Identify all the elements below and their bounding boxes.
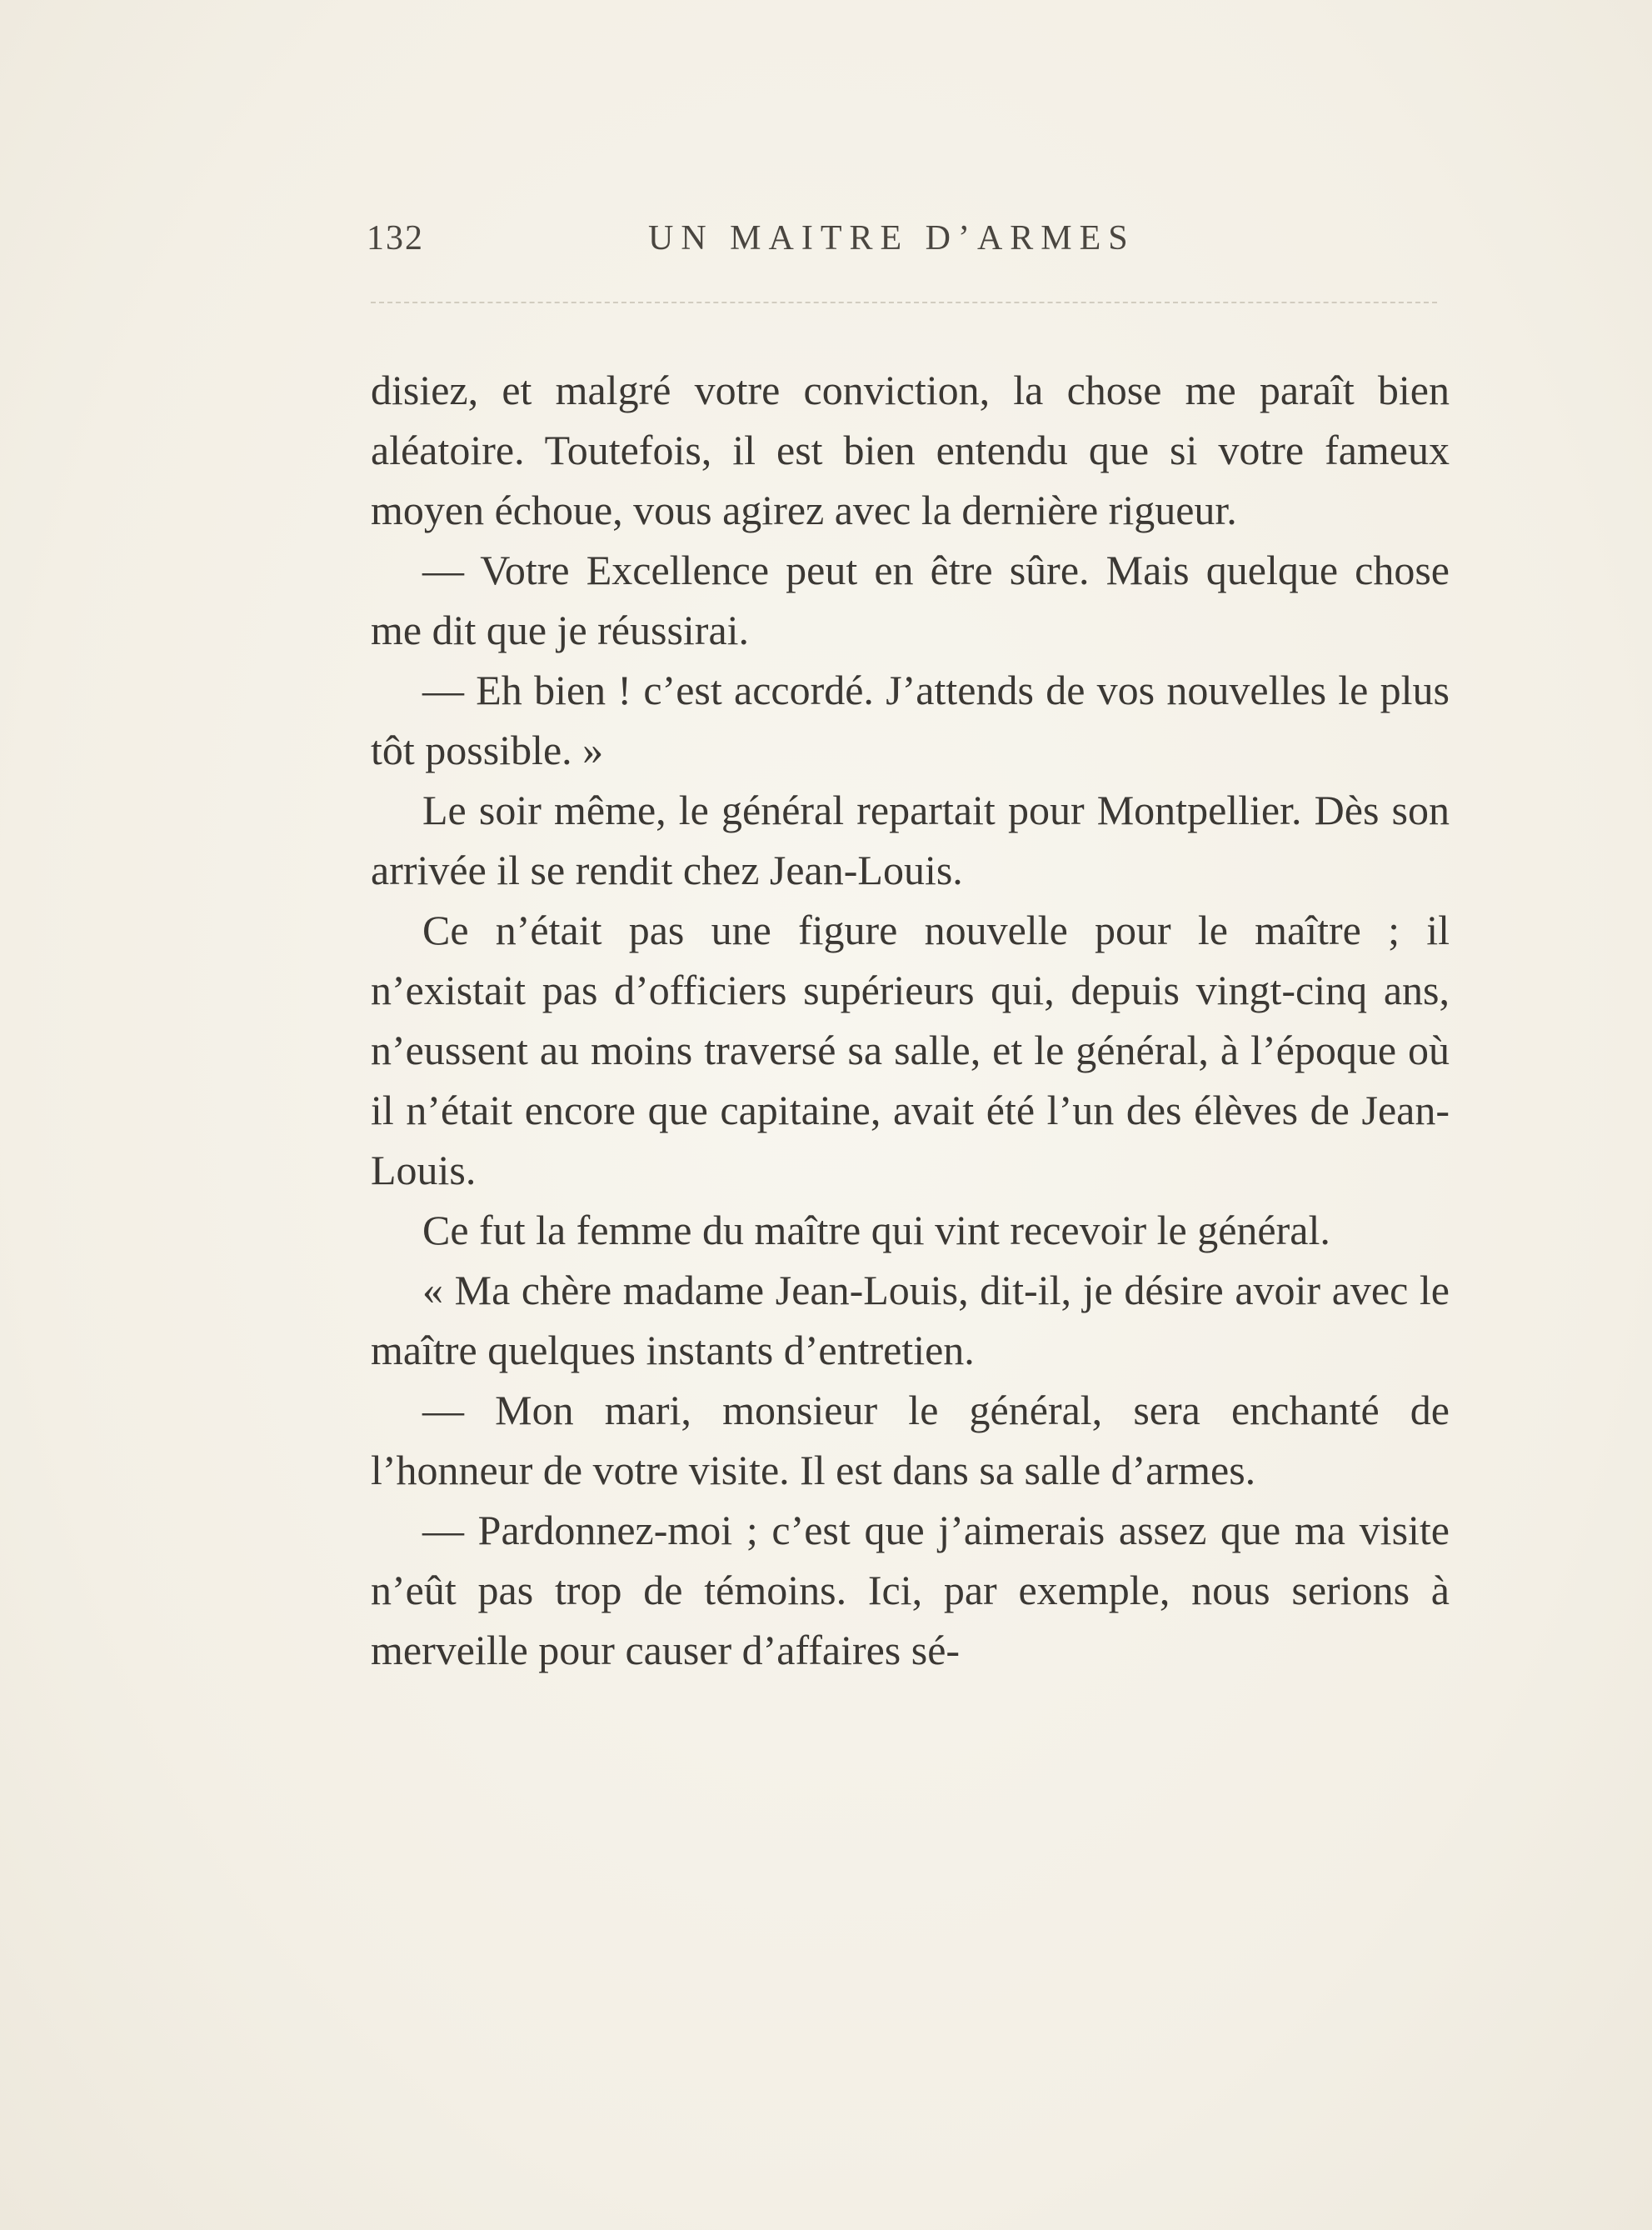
paragraph: — Votre Excellence peut en être sûre. Mais quelque chose me dit que je réussirai. [371, 547, 1450, 653]
paragraph: disiez, et malgré votre conviction, la chose me paraît bien aléatoire. Toutefois, il est bien entendu que si votre fameux moyen échoue, vous agirez avec la dernière rigueur. [371, 367, 1450, 533]
paragraph: — Mon mari, monsieur le général, sera enchanté de l’honneur de votre visite. Il est dans sa salle d’armes. [371, 1387, 1450, 1493]
body-text [371, 360, 1450, 1680]
page-number: 132 [367, 219, 424, 258]
paragraph: Le soir même, le général repartait pour Montpellier. Dès son arrivée il se rendit chez Jean-Louis. [371, 787, 1450, 893]
page-header [367, 218, 1441, 268]
paragraph: — Pardonnez-moi ; c’est que j’aimerais assez que ma visite n’eût pas trop de témoins. Ici, par exemple, nous serions à merveille pour causer d’affaires sé- [371, 1507, 1450, 1673]
paragraph: « Ma chère madame Jean-Louis, dit-il, je désire avoir avec le maître quelques instants d’entretien. [371, 1267, 1450, 1373]
paragraph: Ce fut la femme du maître qui vint recevoir le général. [422, 1207, 1330, 1253]
running-title: UN MAITRE D’ARMES [648, 219, 1135, 258]
paragraph: — Eh bien ! c’est accordé. J’attends de vos nouvelles le plus tôt possible. » [371, 667, 1450, 773]
header-rule [371, 302, 1437, 303]
paragraph: Ce n’était pas une figure nouvelle pour le maître ; il n’existait pas d’officiers supérieurs qui, depuis vingt-cinq ans, n’eussent au moins traversé sa salle, et le général, à l’époque où il n’était encore que capitaine, avait été l’un des élèves de Jean-Louis. [371, 907, 1450, 1193]
